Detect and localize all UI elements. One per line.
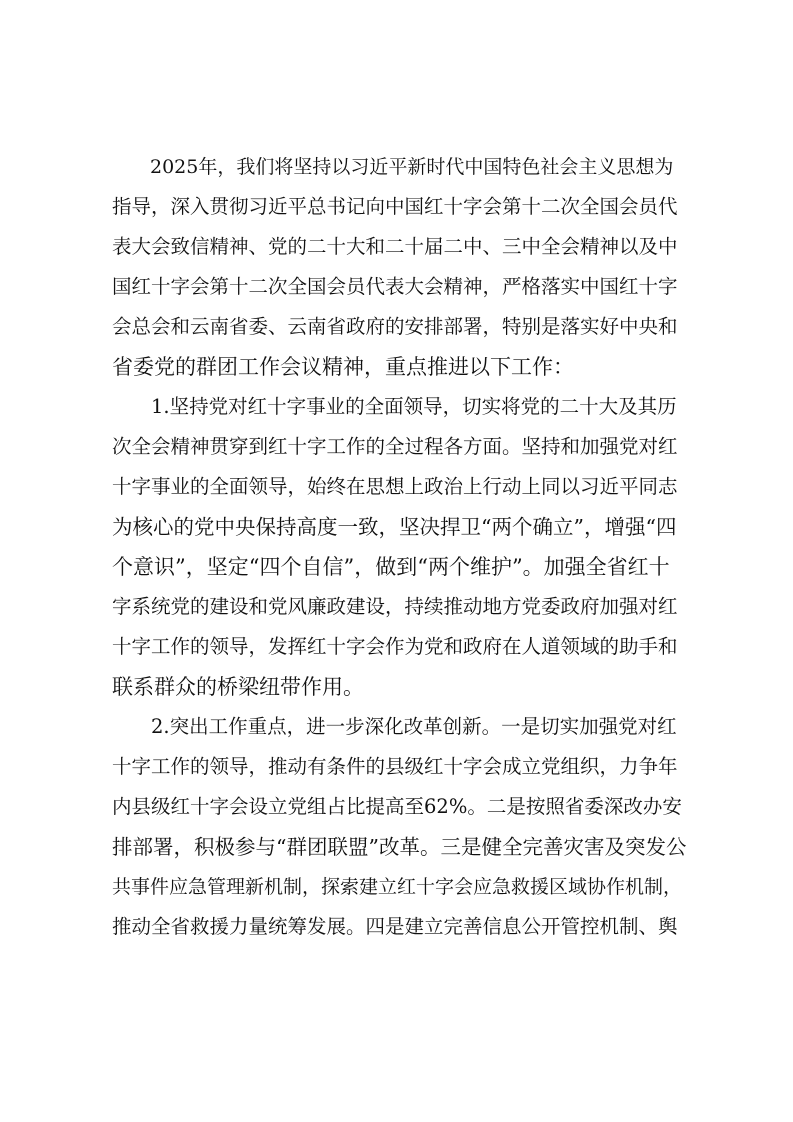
paragraph-2-line-2: 次全会精神贯穿到红十字工作的全过程各方面。坚持和加强党对红 xyxy=(112,435,678,458)
paragraph-1-line-3: 表大会致信精神、党的二十大和二十届二中、三中全会精神以及中 xyxy=(112,235,678,258)
paragraph-3-line-3: 内县级红十字会设立党组占比提高至62%。二是按照省委深改办安 xyxy=(112,795,682,818)
paragraph-3-line-4: 排部署，积极参与“群团联盟”改革。三是健全完善灾害及突发公 xyxy=(112,835,687,859)
paragraph-3-line-5: 共事件应急管理新机制，探索建立红十字会应急救援区域协作机制， xyxy=(112,876,683,898)
paragraph-2-line-6: 字系统党的建设和党风廉政建设，持续推动地方党委政府加强对红 xyxy=(112,595,678,618)
paragraph-2-line-1: 1.坚持党对红十字事业的全面领导，切实将党的二十大及其历 xyxy=(112,395,677,418)
paragraph-2-line-7: 十字工作的领导，发挥红十字会作为党和政府在人道领域的助手和 xyxy=(112,635,678,658)
paragraph-3-line-2: 十字工作的领导，推动有条件的县级红十字会成立党组织，力争年 xyxy=(112,755,678,778)
paragraph-1-line-1: 2025年，我们将坚持以习近平新时代中国特色社会主义思想为 xyxy=(112,156,674,178)
paragraph-1-line-6: 省委党的群团工作会议精神，重点推进以下工作： xyxy=(112,355,574,379)
paragraph-2-line-5: 个意识”，坚定“四个自信”，做到“两个维护”。加强全省红十 xyxy=(112,555,670,579)
paragraph-2-line-4: 为核心的党中央保持高度一致，坚决捍卫“两个确立”，增强“四 xyxy=(112,515,677,539)
paragraph-1-line-4: 国红十字会第十二次全国会员代表大会精神，严格落实中国红十字 xyxy=(112,275,678,298)
paragraph-2-line-3: 十字事业的全面领导，始终在思想上政治上行动上同以习近平同志 xyxy=(112,475,678,498)
paragraph-3-line-1: 2.突出工作重点，进一步深化改革创新。一是切实加强党对红 xyxy=(112,715,677,738)
paragraph-2-line-8: 联系群众的桥梁纽带作用。 xyxy=(112,675,364,699)
paragraph-1-line-5: 会总会和云南省委、云南省政府的安排部署，特别是落实好中央和 xyxy=(112,315,678,338)
paragraph-1-line-2: 指导，深入贯彻习近平总书记向中国红十字会第十二次全国会员代 xyxy=(112,195,678,218)
paragraph-3-line-6: 推动全省救援力量统筹发展。四是建立完善信息公开管控机制、舆 xyxy=(112,915,678,938)
